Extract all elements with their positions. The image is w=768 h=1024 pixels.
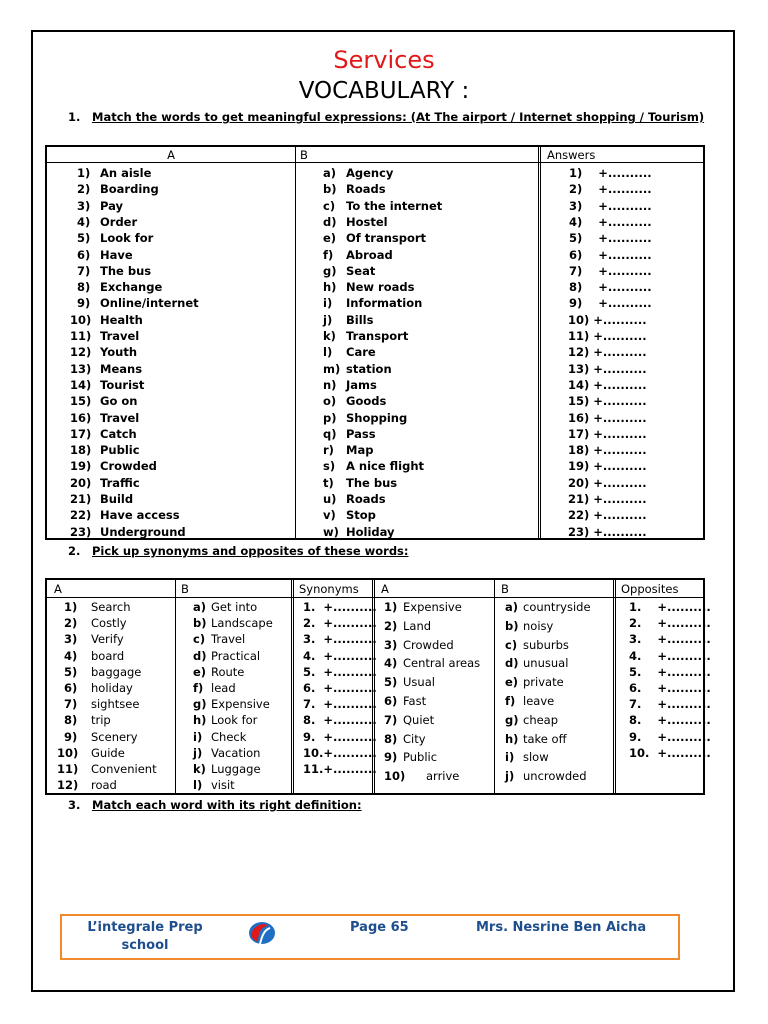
divider [175,580,176,793]
row-word-b: Goods [346,394,387,409]
row-word-a2: Central areas [403,656,481,671]
row-word-a: The bus [100,263,152,278]
row-letter: i) [193,729,203,744]
row-word-b: Holiday [346,524,395,539]
row-word-b: Roads [346,182,386,197]
row-word-b1: Travel [211,632,246,647]
answer-slot: 8) +.......... [569,280,652,295]
row-word-a2: arrive [426,769,460,784]
row-word-b: Abroad [346,247,393,262]
row-word-b1: Practical [211,648,261,663]
row-word-a: Order [100,214,138,229]
row-letter: f) [505,694,516,708]
row-word-b: The bus [346,475,398,490]
answer-slot: 6) +.......... [569,247,652,262]
row-word-a1: Search [91,600,131,614]
row-word-a: Exchange [100,280,163,295]
answer-slot: 11) +.......... [568,329,647,343]
synonym-answer-slot: 6. +.......... [303,681,377,695]
col-b-header: B [295,147,541,163]
row-word-b: Seat [346,263,376,278]
row-number: 3) [384,637,398,652]
row-letter: g) [505,712,519,727]
row-letter: u) [323,492,337,506]
synonym-answer-slot: 8. +.......... [303,713,377,728]
row-letter: m) [323,361,341,376]
answer-slot: 5) +.......... [569,231,652,246]
row-number: 1) [64,600,78,614]
answer-slot: 21) +.......... [568,492,647,506]
row-number: 4) [64,648,78,663]
row-word-a2: Public [403,750,438,765]
row-word-a2: Usual [403,675,435,690]
row-number: 22) [70,508,92,523]
row-letter: h) [323,280,337,295]
row-word-a1: Guide [91,745,125,760]
row-word-a: Boarding [100,182,159,197]
row-word-b: Care [346,345,376,360]
answer-slot: 22) +.......... [568,508,647,523]
row-number: 7) [64,697,78,712]
answer-slot: 1) +.......... [569,166,652,180]
row-word-a1: Convenient [91,762,157,776]
row-word-b: Transport [346,329,409,343]
row-letter: j) [193,745,203,760]
row-letter: e) [505,675,519,690]
opposite-answer-slot: 3. +.......... [629,632,711,647]
row-letter: c) [323,198,336,213]
row-number: 8) [77,280,91,295]
row-word-a1: Scenery [91,729,138,744]
row-word-b: Bills [346,312,374,327]
row-word-b1: Expensive [211,697,270,712]
row-letter: b) [193,616,207,631]
answer-slot: 13) +.......... [568,361,647,376]
row-word-b2: unusual [523,656,569,671]
row-word-a1: road [91,778,117,793]
row-number: 7) [384,712,398,727]
synonym-answer-slot: 1. +.......... [303,600,377,614]
row-number: 16) [70,410,92,425]
school-logo-icon [246,920,278,946]
row-number: 10) [384,769,406,784]
row-letter: d) [505,656,519,671]
section1-instruction [68,110,704,124]
row-word-b2: suburbs [523,637,569,652]
row-number: 7) [77,263,91,278]
section1-text: Match the words to get meaningful expressions: (At The airport / Internet shopping / Tourism) [92,110,705,124]
row-letter: a) [505,600,519,614]
answer-slot: 7) +.......... [569,263,652,278]
section3-text: Match each word with its right definition: [92,798,362,812]
row-letter: q) [323,426,337,441]
answer-slot: 12) +.......... [568,345,647,360]
row-number: 2) [77,182,91,197]
row-word-a2: City [403,731,426,746]
row-word-a2: Fast [403,694,427,708]
row-word-a1: board [91,648,125,663]
synonym-answer-slot: 9. +.......... [303,729,377,744]
synonym-answer-slot: 11.+.......... [303,762,377,776]
row-number: 4) [77,214,91,229]
synonym-answer-slot: 4. +.......... [303,648,377,663]
col-b2-header: B [495,580,615,598]
col-a-header: A [47,147,295,163]
row-word-b: New roads [346,280,415,295]
row-word-a: An aisle [100,166,152,180]
answer-slot: 14) +.......... [568,377,647,392]
footer-box [60,914,680,960]
row-word-b1: Get into [211,600,258,614]
row-number: 11) [57,762,79,776]
row-word-a2: Crowded [403,637,454,652]
answer-slot: 16) +.......... [568,410,647,425]
row-word-b: Stop [346,508,376,523]
row-word-a2: Expensive [403,600,462,614]
row-letter: j) [323,312,333,327]
page-title: VOCABULARY : [298,78,470,104]
row-word-b2: uncrowded [523,769,587,784]
row-word-a1: Costly [91,616,127,631]
row-letter: f) [193,681,204,695]
synonym-answer-slot: 5. +.......... [303,664,377,679]
row-word-b1: Look for [211,713,258,728]
answer-slot: 9) +.......... [569,296,652,311]
row-word-a: Online/internet [100,296,199,311]
row-number: 12) [57,778,79,793]
divider [291,580,294,793]
section2-instruction [68,544,409,558]
row-number: 9) [77,296,91,311]
section2-number: 2. [68,544,81,558]
row-letter: a) [193,600,207,614]
row-letter: f) [323,247,334,262]
row-letter: b) [505,618,519,633]
row-word-a2: Quiet [403,712,435,727]
row-word-a: Travel [100,410,140,425]
opposite-answer-slot: 1. +.......... [629,600,711,614]
row-number: 15) [70,394,92,409]
row-word-a: Travel [100,329,140,343]
row-number: 5) [77,231,91,246]
row-number: 23) [70,524,92,539]
answer-slot: 3) +.......... [569,198,652,213]
divider [613,580,616,793]
row-word-b2: noisy [523,618,554,633]
row-letter: w) [323,524,339,539]
row-letter: t) [323,475,334,490]
row-word-b2: take off [523,731,567,746]
row-number: 5) [64,664,78,679]
row-word-b2: countryside [523,600,591,614]
col-opposites-header: Opposites [615,580,703,598]
row-letter: s) [323,459,336,474]
row-number: 20) [70,475,92,490]
row-word-b: Jams [346,377,377,392]
row-letter: b) [323,182,337,197]
row-word-b1: Landscape [211,616,273,631]
school-name: L’integrale Prep school [87,920,203,953]
row-word-b: Agency [346,166,394,180]
row-word-b1: visit [211,778,235,793]
row-word-b1: Vacation [211,745,261,760]
row-number: 10) [70,312,92,327]
row-word-a: Traffic [100,475,140,490]
row-word-b: Map [346,443,374,458]
row-letter: k) [323,329,336,343]
answer-slot: 23) +.......... [568,524,647,539]
answer-slot: 18) +.......... [568,443,647,458]
answer-slot: 10) +.......... [568,312,647,327]
row-number: 8) [64,713,78,728]
opposite-answer-slot: 10. +.......... [629,745,711,760]
divider [538,147,541,538]
row-word-a: Tourist [100,377,145,392]
synonym-answer-slot: 2. +.......... [303,616,377,631]
row-word-a: Have access [100,508,180,523]
col-b1-header: B [175,580,293,598]
row-word-b2: cheap [523,712,559,727]
subject-title: Services [333,46,435,74]
row-word-b2: slow [523,750,549,765]
answer-slot: 4) +.......... [569,214,652,229]
section3-instruction [68,798,362,812]
synonym-answer-slot: 3. +.......... [303,632,377,647]
row-number: 1) [384,600,398,614]
synonym-answer-slot: 7. +.......... [303,697,377,712]
answer-slot: 15) +.......... [568,394,647,409]
opposite-answer-slot: 2. +.......... [629,616,711,631]
row-word-b1: Check [211,729,247,744]
answer-slot: 19) +.......... [568,459,647,474]
row-letter: a) [323,166,337,180]
row-letter: d) [193,648,207,663]
row-number: 6) [64,681,78,695]
row-number: 8) [384,731,398,746]
page-number: Page 65 [350,920,409,935]
row-letter: v) [323,508,336,523]
row-word-a: Catch [100,426,137,441]
author-name: Mrs. Nesrine Ben Aicha [476,920,647,935]
row-number: 2) [384,618,398,633]
row-number: 3) [64,632,78,647]
row-number: 5) [384,675,398,690]
section3-number: 3. [68,798,81,812]
row-letter: r) [323,443,334,458]
opposite-answer-slot: 6. +.......... [629,681,711,695]
col-a1-header: A [47,580,175,598]
row-word-b: A nice flight [346,459,425,474]
row-number: 17) [70,426,92,441]
row-number: 11) [70,329,92,343]
row-number: 4) [384,656,398,671]
row-word-b: To the internet [346,198,443,213]
opposite-answer-slot: 5. +.......... [629,664,711,679]
opposite-answer-slot: 8. +.......... [629,713,711,728]
row-letter: k) [193,762,206,776]
row-word-b: station [346,361,392,376]
row-number: 12) [70,345,92,360]
row-number: 21) [70,492,92,506]
row-word-a1: trip [91,713,111,728]
row-letter: g) [323,263,337,278]
answer-slot: 20) +.......... [568,475,647,490]
divider [494,580,495,793]
row-number: 18) [70,443,92,458]
row-word-b1: lead [211,681,236,695]
col-a2-header: A [375,580,495,598]
row-word-a: Underground [100,524,186,539]
row-word-b2: leave [523,694,555,708]
row-letter: h) [505,731,519,746]
row-word-a: Health [100,312,143,327]
row-number: 10) [57,745,79,760]
row-word-a: Youth [100,345,138,360]
row-letter: j) [505,769,515,784]
row-word-b: Information [346,296,423,311]
synonym-answer-slot: 10.+.......... [303,745,377,760]
row-word-b: Pass [346,426,376,441]
section1-number: 1. [68,110,81,124]
row-number: 6) [77,247,91,262]
row-letter: c) [505,637,518,652]
row-word-b1: Route [211,664,245,679]
row-word-a: Crowded [100,459,157,474]
row-letter: p) [323,410,337,425]
row-letter: o) [323,394,337,409]
row-word-a: Look for [100,231,154,246]
row-number: 1) [77,166,91,180]
synonyms-opposites-table [45,578,711,795]
opposite-answer-slot: 9. +.......... [629,729,711,744]
col-synonyms-header: Synonyms [293,580,375,598]
row-word-a: Have [100,247,133,262]
row-word-a: Public [100,443,140,458]
row-letter: h) [193,713,207,728]
row-word-b: Hostel [346,214,388,229]
row-word-a: Pay [100,198,124,213]
row-number: 2) [64,616,78,631]
row-letter: i) [323,296,333,311]
row-word-a2: Land [403,618,432,633]
row-word-a: Go on [100,394,138,409]
col-answers-header: Answers [541,147,703,163]
row-letter: e) [323,231,337,246]
opposite-answer-slot: 7. +.......... [629,697,711,712]
row-word-b2: private [523,675,564,690]
row-word-a: Build [100,492,134,506]
section2-text: Pick up synonyms and opposites of these words: [92,544,409,558]
row-letter: c) [193,632,206,647]
matching-table [45,145,705,540]
opposite-answer-slot: 4. +.......... [629,648,711,663]
row-letter: g) [193,697,207,712]
row-number: 6) [384,694,398,708]
row-word-a: Means [100,361,143,376]
row-word-a1: baggage [91,664,142,679]
row-letter: n) [323,377,337,392]
row-word-a1: holiday [91,681,133,695]
row-word-b: Shopping [346,410,408,425]
answer-slot: 2) +.......... [569,182,652,197]
answer-slot: 17) +.......... [568,426,647,441]
row-word-a1: sightsee [91,697,140,712]
row-letter: d) [323,214,337,229]
row-word-b: Of transport [346,231,427,246]
row-letter: i) [505,750,515,765]
row-number: 19) [70,459,92,474]
row-word-b: Roads [346,492,386,506]
row-word-a1: Verify [91,632,124,647]
divider [295,147,296,538]
row-word-b1: Luggage [211,762,261,776]
row-number: 14) [70,377,92,392]
row-letter: l) [323,345,333,360]
row-number: 13) [70,361,92,376]
row-letter: e) [193,664,207,679]
row-number: 9) [384,750,398,765]
row-number: 9) [64,729,78,744]
row-letter: l) [193,778,203,793]
row-number: 3) [77,198,91,213]
